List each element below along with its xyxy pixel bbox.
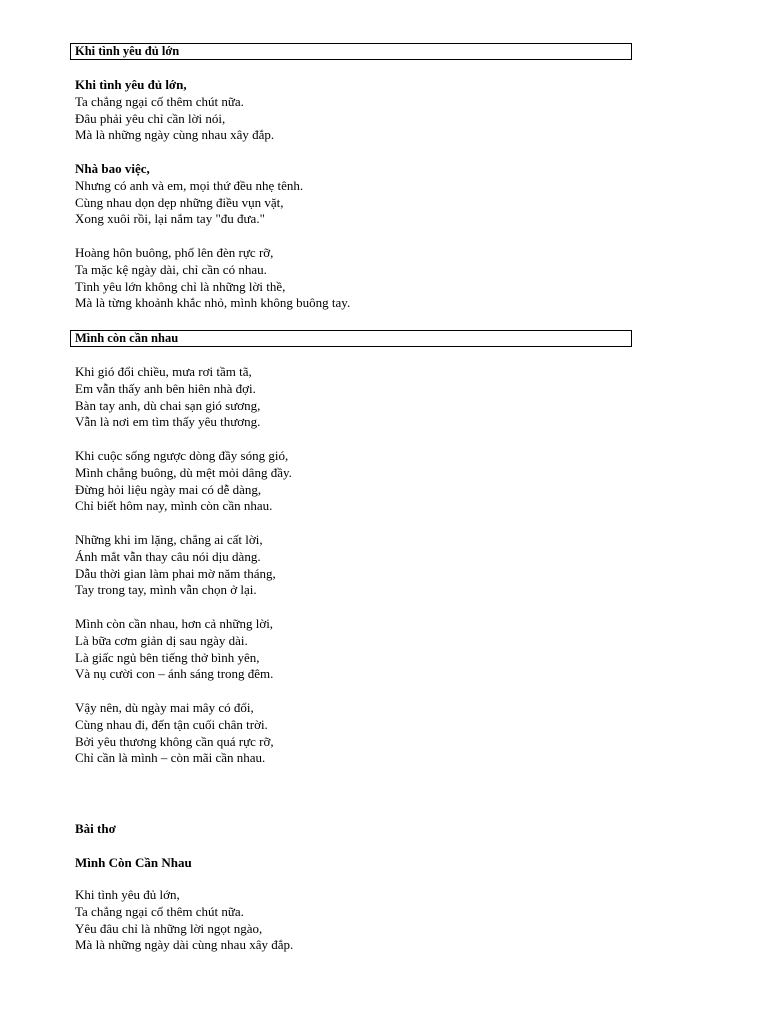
poem-line: Khi cuộc sống ngược dòng đầy sóng gió, xyxy=(75,448,289,463)
poem-line: Xong xuôi rồi, lại nắm tay "đu đưa." xyxy=(75,211,265,227)
poem-stanza xyxy=(75,532,276,599)
poem-line: Ta chẳng ngại cố thêm chút nữa. xyxy=(75,93,244,109)
poem-line: Ta chẳng ngại cố thêm chút nữa. xyxy=(75,903,244,919)
poem-line: Nhưng có anh và em, mọi thứ đều nhẹ tênh. xyxy=(75,177,304,193)
poem-line: Những khi im lặng, chẳng ai cất lời, xyxy=(75,532,263,547)
poem-stanza xyxy=(75,887,293,954)
poem-line: Chỉ cần là mình – còn mãi cần nhau. xyxy=(75,750,266,766)
poem-line: Khi tình yêu đủ lớn, xyxy=(75,77,187,92)
section-title-box: Khi tình yêu đủ lớn xyxy=(70,43,632,60)
poem-stanza xyxy=(75,448,292,515)
poem-stanza xyxy=(75,161,303,228)
poem-stanza xyxy=(75,364,260,431)
poem-line: Bàn tay anh, dù chai sạn gió sương, xyxy=(75,397,261,413)
poem-line: Mình chẳng buông, dù mệt mỏi dâng đầy. xyxy=(75,464,292,480)
poem-line: Tay trong tay, mình vẫn chọn ở lại. xyxy=(75,582,257,598)
poem-line: Khi tình yêu đủ lớn, xyxy=(75,887,180,902)
poem-stanza xyxy=(75,245,350,312)
poem-stanza xyxy=(75,700,274,767)
poem-line: Cùng nhau đi, đến tận cuối chân trời. xyxy=(75,716,268,732)
poem-line: Dẫu thời gian làm phai mờ năm tháng, xyxy=(75,565,276,581)
poem-line: Mà là những ngày dài cùng nhau xây đắp. xyxy=(75,937,294,953)
poem-title: Mình Còn Cần Nhau xyxy=(75,855,192,870)
poem-line: Đừng hỏi liệu ngày mai có dễ dàng, xyxy=(75,481,262,497)
poem-stanza xyxy=(75,616,273,683)
poem-line: Em vẫn thấy anh bên hiên nhà đợi. xyxy=(75,380,256,396)
poem-line: Và nụ cười con – ánh sáng trong đêm. xyxy=(75,666,274,682)
poem-line: Vẫn là nơi em tìm thấy yêu thương. xyxy=(75,414,261,430)
poem-line: Mình còn cần nhau, hơn cả những lời, xyxy=(75,616,274,631)
poem-line: Mà là từng khoảnh khắc nhỏ, mình không buông tay. xyxy=(75,295,351,311)
poem-line: Nhà bao việc, xyxy=(75,161,150,176)
poem-line: Hoàng hôn buông, phố lên đèn rực rỡ, xyxy=(75,245,274,260)
poem-line: Chỉ biết hôm nay, mình còn cần nhau. xyxy=(75,498,273,514)
section-title-box: Mình còn cần nhau xyxy=(70,330,632,347)
poem-line: Ánh mắt vẫn thay câu nói dịu dàng. xyxy=(75,548,261,564)
poem-line: Mà là những ngày cùng nhau xây đắp. xyxy=(75,127,275,143)
poem-line: Là giấc ngủ bên tiếng thở bình yên, xyxy=(75,649,260,665)
poem-line: Vậy nên, dù ngày mai mây có đổi, xyxy=(75,700,254,715)
poem-stanza xyxy=(75,77,274,144)
poem-line: Yêu đâu chỉ là những lời ngọt ngào, xyxy=(75,920,263,936)
poem-line: Cùng nhau dọn dẹp những điều vụn vặt, xyxy=(75,194,284,210)
poem-line: Là bữa cơm giản dị sau ngày dài. xyxy=(75,632,248,648)
poem-line: Đâu phải yêu chỉ cần lời nói, xyxy=(75,110,226,126)
poem-label: Bài thơ xyxy=(75,821,116,836)
poem-line: Khi gió đổi chiều, mưa rơi tầm tã, xyxy=(75,364,252,379)
poem-line: Tình yêu lớn không chỉ là những lời thề, xyxy=(75,278,286,294)
poem-line: Bởi yêu thương không cần quá rực rỡ, xyxy=(75,733,274,749)
poem-line: Ta mặc kệ ngày dài, chỉ cần có nhau. xyxy=(75,261,267,277)
